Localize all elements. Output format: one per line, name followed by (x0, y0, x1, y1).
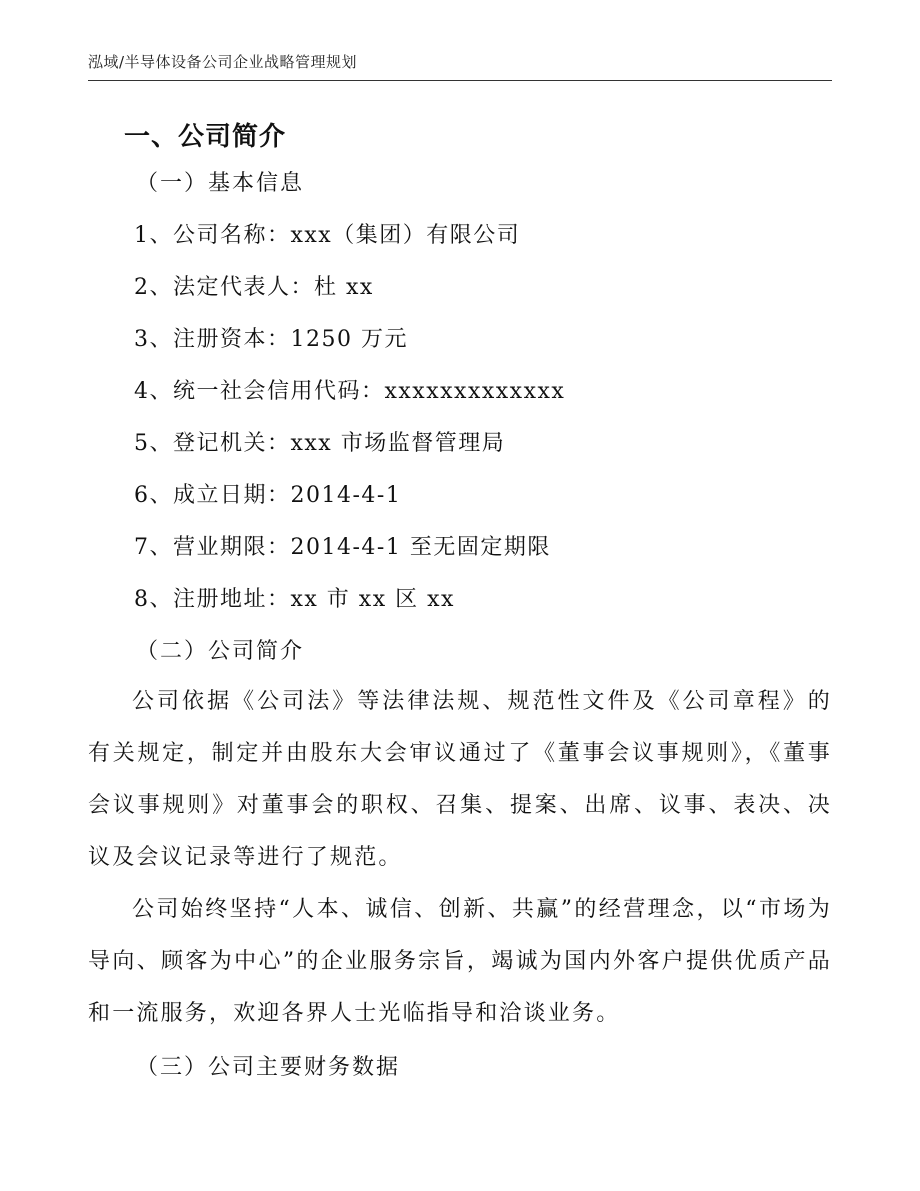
section-title: 一、公司简介 (124, 122, 287, 152)
profile-paragraph-governance: 公司依据《公司法》等法律法规、规范性文件及《公司章程》的有关规定，制定并由股东大会审议通过了《董事会议事规则》，《董事会议事规则》对董事会的职权、召集、提案、出席、议事、表决、决议及会议记录等进行了规范。 (88, 689, 832, 870)
info-registration-authority: 5、登记机关：xxx 市场监督管理局 (134, 431, 506, 456)
info-legal-representative: 2、法定代表人：杜 xx (134, 275, 374, 300)
financial-heading: （三）公司主要财务数据 (136, 1055, 401, 1080)
running-header: 泓域/半导体设备公司企业战略管理规划 (88, 53, 358, 71)
info-company-name: 1、公司名称：xxx（集团）有限公司 (134, 223, 521, 248)
header-divider (88, 80, 832, 81)
profile-heading: （二）公司简介 (136, 639, 305, 664)
info-business-term: 7、营业期限：2014-4-1 至无固定期限 (134, 535, 551, 560)
profile-paragraph-philosophy: 公司始终坚持“人本、诚信、创新、共赢”的经营理念，以“市场为导向、顾客为中心”的企业服务宗旨，竭诚为国内外客户提供优质产品和一流服务，欢迎各界人士光临指导和洽谈业务。 (88, 897, 832, 1026)
info-established-date: 6、成立日期：2014-4-1 (134, 483, 402, 508)
info-credit-code: 4、统一社会信用代码：xxxxxxxxxxxxx (134, 379, 566, 404)
info-registered-capital: 3、注册资本：1250 万元 (134, 327, 408, 352)
info-registered-address: 8、注册地址：xx 市 xx 区 xx (134, 587, 455, 612)
basic-info-heading: （一）基本信息 (136, 171, 305, 196)
